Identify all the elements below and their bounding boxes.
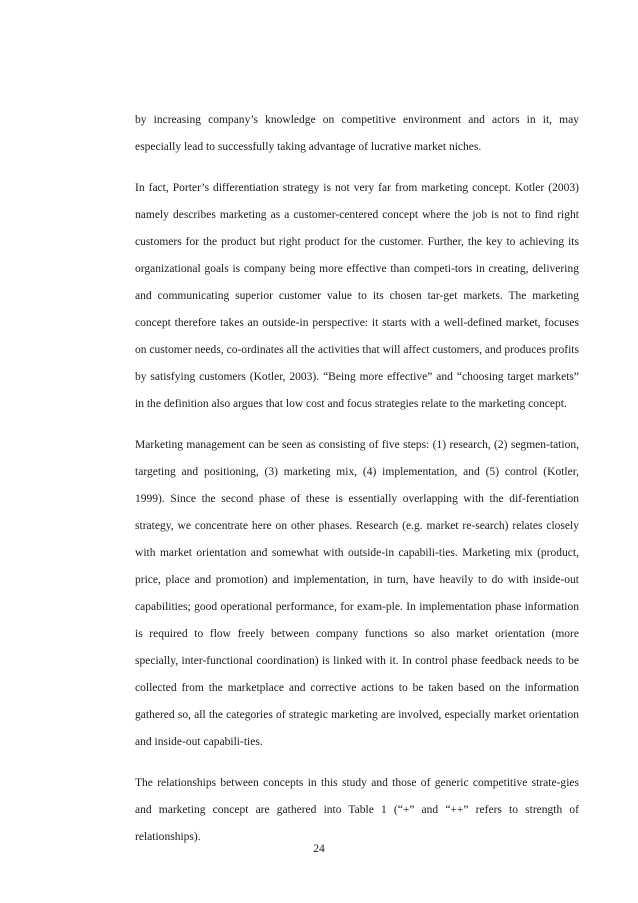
paragraph-2: In fact, Porter’s differentiation strategy is not very far from marketing concept. Kotler (2003) namely describes marketing as a customer-centered concept where the job is not to find right customers for the product but right product for the customer. Further, the key to achieving its organizational goals is company being more effective than competi-tors in creating, delivering and communicating superior customer value to its chosen tar-get markets. The marketing concept therefore takes an outside-in perspective: it starts with a well-defined market, focuses on customer needs, co-ordinates all the activities that will affect customers, and produces profits by satisfying customers (Kotler, 2003). “Being more effective” and “choosing target markets” in the definition also argues that low cost and focus strategies relate to the marketing concept. — [135, 182, 579, 410]
paragraph-3: Marketing management can be seen as consisting of five steps: (1) research, (2) segmen-tation, targeting and positioning, (3) marketing mix, (4) implementation, and (5) control (Kotler, 1999). Since the second phase of these is essentially overlapping with the dif-ferentiation strategy, we concentrate here on other phases. Research (e.g. market re-search) relates closely with market orientation and somewhat with outside-in capabili-ties. Marketing mix (product, price, place and promotion) and implementation, in turn, have heavily to do with inside-out capabilities; good operational performance, for exam-ple. In implementation phase information is required to flow freely between company functions so also market orientation (more specially, inter-functional coordination) is linked with it. In control phase feedback needs to be collected from the marketplace and corrective actions to be taken based on the information gathered so, all the categories of strategic marketing are involved, especially market orientation and inside-out capabili-ties. — [135, 439, 579, 748]
body-text — [135, 107, 579, 865]
page-number: 24 — [313, 843, 325, 855]
paragraph-1: by increasing company’s knowledge on competitive environment and actors in it, may especially lead to successfully taking advantage of lucrative market niches. — [135, 114, 579, 153]
paragraph-4: The relationships between concepts in this study and those of generic competitive strate-gies and marketing concept are gathered into Table 1 (“+” and “++” refers to strength of relationships). — [135, 777, 579, 843]
